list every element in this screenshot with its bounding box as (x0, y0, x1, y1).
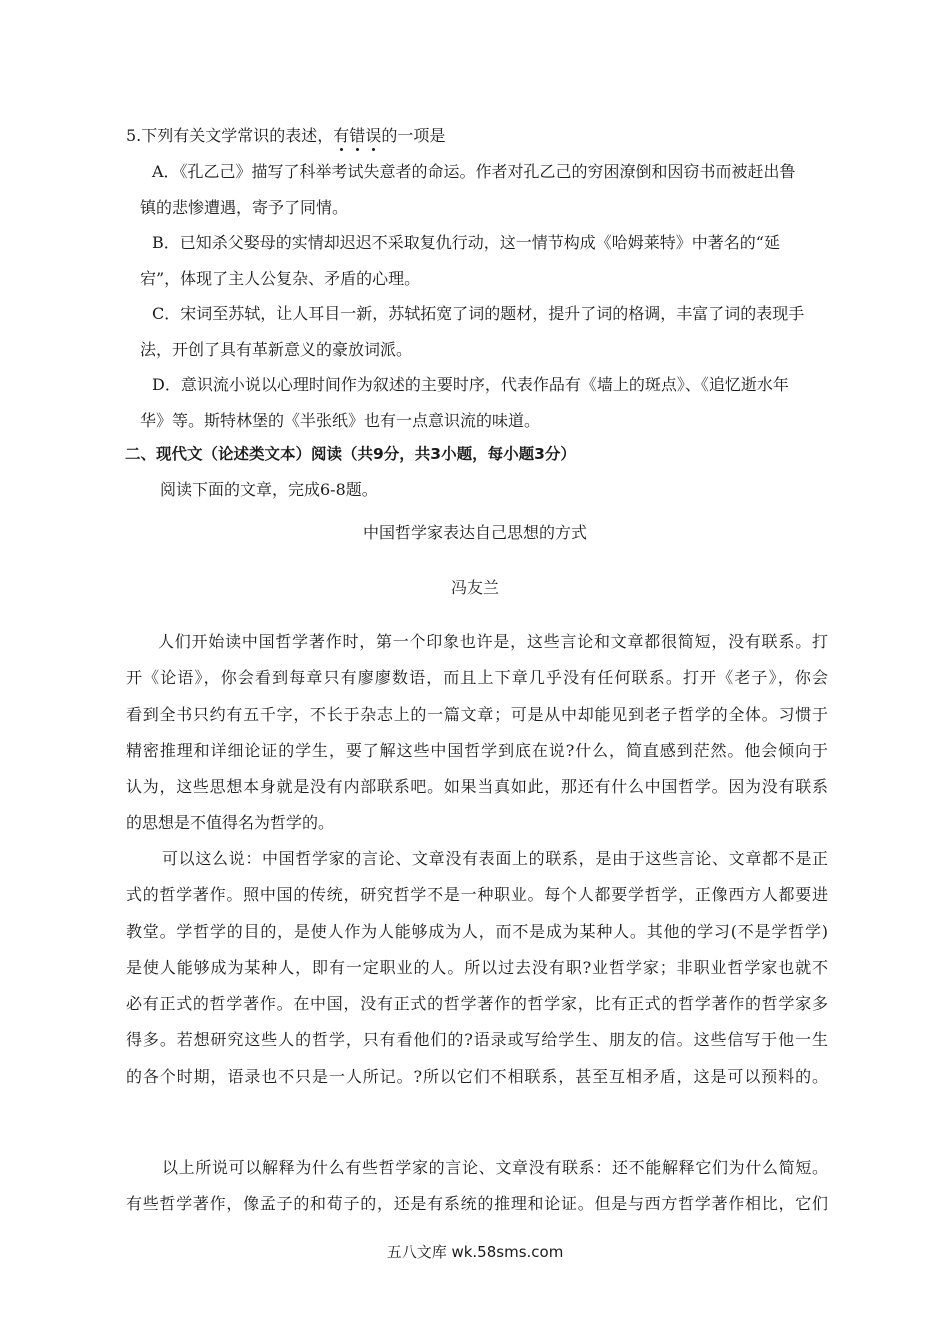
paragraph-line: 以上所说可以解释为什么有些哲学家的言论、文章没有联系：还不能解释它们为什么简短。 (162, 1158, 828, 1177)
paragraph-line: 人们开始读中国哲学著作时，第一个印象也许是，这些言论和文章都很简短，没有联系。打 (158, 632, 828, 651)
option-a-line-2: 镇的悲惨遭遇，寄予了同情。 (140, 198, 349, 217)
article-paragraph-2 (126, 841, 828, 1095)
paragraph-line: 教堂。学哲学的目的，是使人作为人能够成为人，而不是成为某种人。其他的学习(不是学哲学) (126, 921, 828, 941)
paragraph-line: 的思想是不值得名为哲学的。 (126, 813, 335, 833)
stem-prefix: 5.下列有关文学常识的表述， (126, 126, 334, 145)
paragraph-line: 的各个时期，语录也不只是一人所记。?所以它们不相联系，甚至互相矛盾，这是可以预料的。 (126, 1066, 828, 1086)
emphasis-char: 有 (333, 126, 350, 145)
paragraph-line: 式的哲学著作。照中国的传统，研究哲学不是一种职业。每个人都要学哲学，正像西方人都要进 (126, 885, 828, 905)
article-paragraph-3 (126, 1150, 828, 1223)
paragraph-line: 精密推理和详细论证的学生，要了解这些中国哲学到底在说?什么，简直感到茫然。他会倾向于 (126, 740, 828, 760)
paragraph-line: 是使人能够成为某种人，即有一定职业的人。所以过去没有职?业哲学家；非职业哲学家也就不 (126, 957, 828, 977)
emphasis-char: 误 (365, 126, 382, 145)
option-c-line-1: C．宋词至苏轼，让人耳目一新，苏轼拓宽了词的题材，提升了词的格调，丰富了词的表现手 (152, 304, 805, 323)
option-d-line-1: D．意识流小说以心理时间作为叙述的主要时序，代表作品有《墙上的斑点》、《追忆逝水年 (152, 375, 789, 394)
reading-instruction: 阅读下面的文章，完成6-8题。 (160, 480, 378, 499)
article-author: 冯友兰 (450, 578, 499, 597)
option-b-line-1: B．已知杀父娶母的实情却迟迟不采取复仇行动，这一情节构成《哈姆莱特》中著名的“延 (152, 233, 780, 252)
option-c-line-2: 法，开创了具有革新意义的豪放词派。 (140, 340, 413, 359)
article-title: 中国哲学家表达自己思想的方式 (362, 523, 587, 542)
section-heading: 二、现代文（论述类文本）阅读（共9分，共3小题，每小题3分） (125, 445, 576, 463)
paragraph-line: 得多。若想研究这些人的哲学，只有看他们的?语录或写给学生、朋友的信。这些信写于他一生 (126, 1030, 828, 1050)
article-paragraph-1 (126, 624, 828, 842)
paragraph-line: 可以这么说：中国哲学家的言论、文章没有表面上的联系，是由于这些言论、文章都不是正 (162, 849, 828, 868)
paragraph-line: 有些哲学著作，像孟子的和荀子的，还是有系统的推理和论证。但是与西方哲学著作相比，它们 (126, 1194, 828, 1214)
option-a-line-1: A．《孔乙己》描写了科举考试失意者的命运。作者对孔乙己的穷困潦倒和因窃书而被赶出鲁 (152, 162, 796, 181)
emphasis-char: 错 (349, 126, 366, 145)
option-b-line-2: 宕”，体现了主人公复杂、矛盾的心理。 (140, 269, 421, 288)
paragraph-line: 开《论语》，你会看到每章只有廖廖数语，而且上下章几乎没有任何联系。打开《老子》，你会 (126, 668, 828, 688)
paragraph-line: 必有正式的哲学著作。在中国，没有正式的哲学著作的哲学家，比有正式的哲学著作的哲学家多 (126, 994, 828, 1014)
option-d-line-2: 华》等。斯特林堡的《半张纸》也有一点意识流的味道。 (140, 411, 541, 430)
stem-suffix: 的一项是 (381, 126, 446, 145)
paragraph-line: 看到全书只约有五千字，不长于杂志上的一篇文章；可是从中却能见到老子哲学的全体。习惯于 (126, 704, 828, 724)
question-5-stem (126, 126, 445, 146)
paragraph-line: 认为，这些思想本身就是没有内部联系吧。如果当真如此，那还有什么中国哲学。因为没有联系 (126, 777, 828, 797)
footer-watermark: 五八文库 wk.58sms.com (386, 1243, 564, 1261)
